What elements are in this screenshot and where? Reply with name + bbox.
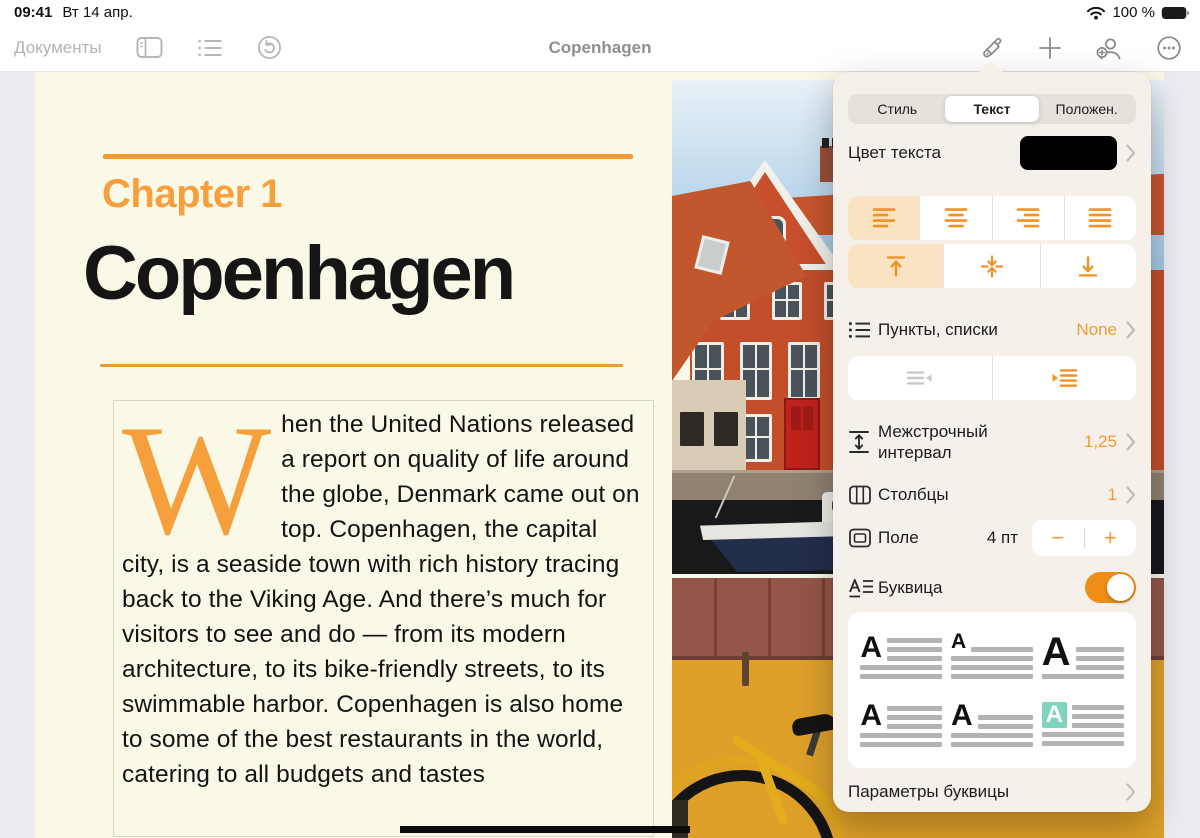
page-thumbnails-icon[interactable] xyxy=(136,36,163,59)
text-color-row[interactable] xyxy=(848,136,1136,170)
align-justify-button[interactable] xyxy=(1065,196,1136,240)
plus-icon[interactable] xyxy=(1038,36,1062,60)
popover-arrow xyxy=(978,61,1004,73)
drop-cap-style-6-selected[interactable]: A xyxy=(1037,690,1128,758)
line-spacing-value: 1,25 xyxy=(1083,432,1117,451)
page-black-rule xyxy=(400,826,690,833)
status-date: Вт 14 апр. xyxy=(62,4,133,21)
body-text-box[interactable] xyxy=(113,393,654,837)
status-bar xyxy=(0,0,1200,24)
format-tabs xyxy=(848,94,1136,124)
decrease-indent-button[interactable] xyxy=(848,356,993,400)
header xyxy=(0,0,1200,72)
columns-icon xyxy=(848,484,878,506)
lists-value: None xyxy=(1076,320,1117,339)
line-spacing-row[interactable] xyxy=(848,420,1136,464)
add-person-icon[interactable] xyxy=(1094,35,1124,61)
vertical-alignment-group xyxy=(848,244,1136,288)
columns-row[interactable] xyxy=(848,482,1136,508)
format-popover xyxy=(833,72,1151,812)
margin-value: 4 пт xyxy=(986,528,1018,547)
align-right-button[interactable] xyxy=(993,196,1065,240)
drop-cap-style-grid xyxy=(848,612,1136,768)
margin-row xyxy=(848,520,1136,556)
text-color-swatch[interactable] xyxy=(1020,136,1117,170)
drop-cap-style-5[interactable]: A xyxy=(947,690,1038,758)
battery-icon xyxy=(1161,6,1190,20)
drop-cap-toggle[interactable] xyxy=(1085,572,1136,603)
chevron-right-icon xyxy=(1126,783,1136,801)
tab-arrange[interactable]: Положен. xyxy=(1055,101,1118,117)
drop-cap-label: Буквица xyxy=(878,577,943,597)
margin-icon xyxy=(848,527,878,549)
stepper-minus-button[interactable]: − xyxy=(1051,525,1065,550)
columns-label: Столбцы xyxy=(878,485,949,504)
bullet-list-icon xyxy=(848,321,878,339)
more-icon[interactable] xyxy=(1156,35,1182,61)
lists-row[interactable] xyxy=(848,316,1136,344)
line-spacing-icon xyxy=(848,430,878,454)
undo-icon[interactable] xyxy=(257,35,282,60)
tab-style[interactable]: Стиль xyxy=(877,101,918,117)
lists-label: Пункты, списки xyxy=(878,320,998,339)
orange-rule-bottom xyxy=(100,364,623,367)
toolbar xyxy=(0,24,1200,71)
drop-cap-row xyxy=(848,572,1136,603)
drop-cap-options-label: Параметры буквицы xyxy=(848,782,1010,801)
body-paragraph[interactable]: hen the United Nations released a report on quality of life around the globe, Denmark came out on top. Copenhagen, the capital city, is a seaside town with rich history tracing back to the Viking Age. And there’s much for visitors to see and do — from its modern architecture, to its bike-friendly streets, to its swimmable harbor. Copenhagen is also home to some of the best restaurants in the world, catering to all budgets and tastes xyxy=(122,411,640,788)
text-color-label: Цвет текста xyxy=(848,143,942,162)
align-left-button[interactable] xyxy=(848,196,920,240)
chevron-right-icon xyxy=(1126,144,1136,162)
valign-top-button[interactable] xyxy=(848,244,944,288)
drop-cap-style-4[interactable]: A xyxy=(856,690,947,758)
wifi-icon xyxy=(1086,5,1106,20)
align-center-button[interactable] xyxy=(920,196,992,240)
chapter-heading[interactable]: Chapter 1 xyxy=(102,172,282,216)
margin-label: Поле xyxy=(878,528,919,547)
increase-indent-button[interactable] xyxy=(993,356,1137,400)
drop-cap-letter[interactable]: W xyxy=(122,393,272,568)
drop-cap-style-3[interactable]: A xyxy=(1037,622,1128,690)
toolbar-document-title: Copenhagen xyxy=(548,37,652,57)
red-door xyxy=(784,398,820,470)
drop-cap-icon xyxy=(848,577,878,599)
indent-group xyxy=(848,356,1136,400)
tab-text[interactable]: Текст xyxy=(945,96,1040,122)
drop-cap-options-row[interactable] xyxy=(848,779,1136,805)
document-title[interactable]: Copenhagen xyxy=(83,231,514,316)
line-spacing-label: Межстрочный интервал xyxy=(878,422,988,462)
margin-stepper xyxy=(1032,520,1136,556)
columns-value: 1 xyxy=(1107,485,1117,504)
window xyxy=(788,342,820,400)
chevron-right-icon xyxy=(1126,433,1136,451)
valign-middle-button[interactable] xyxy=(944,244,1040,288)
drop-cap-style-2[interactable]: A xyxy=(947,622,1038,690)
orange-rule-top xyxy=(103,154,633,159)
status-time-date xyxy=(14,4,133,21)
list-view-icon[interactable] xyxy=(197,38,223,58)
status-time: 09:41 xyxy=(14,4,53,21)
stepper-plus-button[interactable]: + xyxy=(1103,525,1117,550)
format-brush-icon[interactable] xyxy=(980,35,1006,61)
chevron-right-icon xyxy=(1126,486,1136,504)
chevron-right-icon xyxy=(1126,321,1136,339)
documents-button[interactable]: Документы xyxy=(14,37,102,57)
valign-bottom-button[interactable] xyxy=(1041,244,1136,288)
battery-percent: 100 % xyxy=(1112,4,1155,21)
drop-cap-style-1[interactable]: A xyxy=(856,622,947,690)
horizontal-alignment-group xyxy=(848,196,1136,240)
